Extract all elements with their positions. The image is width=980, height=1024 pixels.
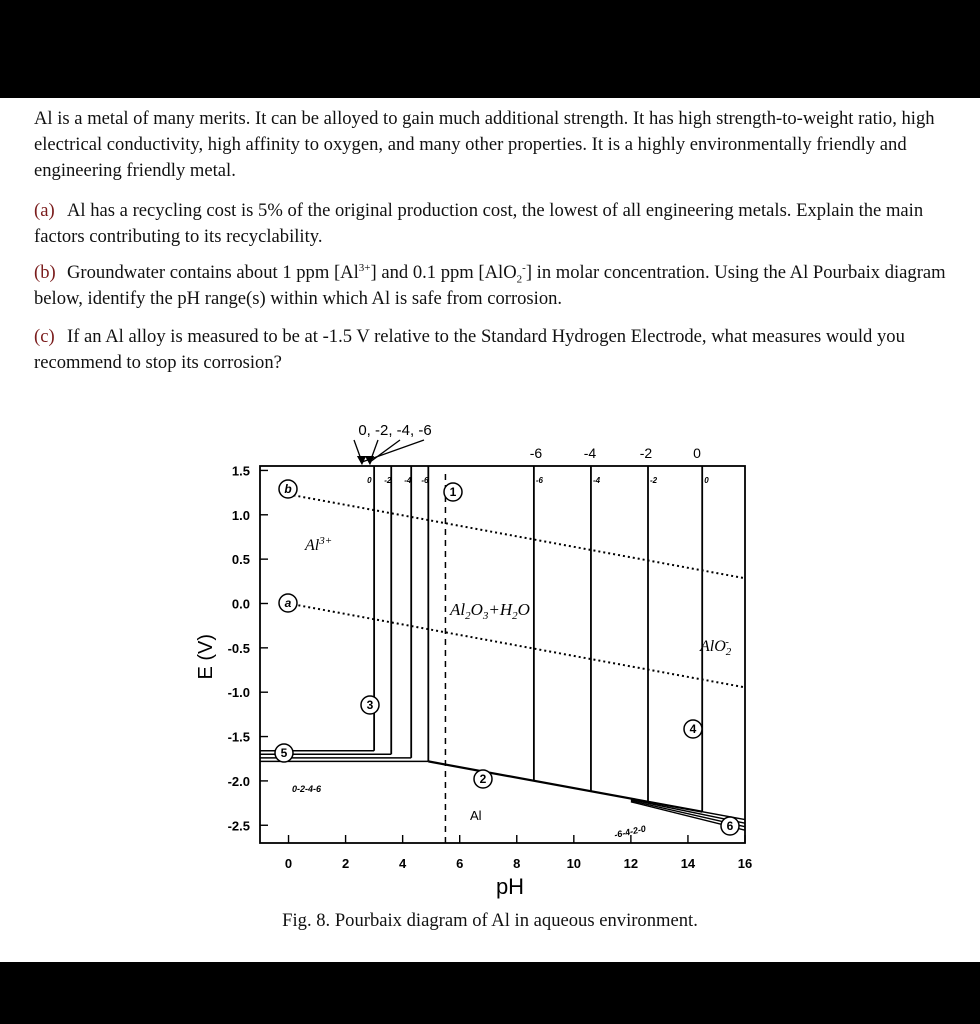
water-line-b [289, 494, 745, 578]
oxygen-sub: 2 [516, 273, 523, 286]
right-low-labels: -6-4-2-0 [613, 823, 647, 840]
y-axis-label: E (V) [195, 633, 217, 680]
al-charge-sup: 3+ [358, 261, 371, 274]
region-metal-label: Al [470, 808, 482, 823]
question-text-pre: Groundwater contains about 1 ppm [Al [67, 262, 359, 283]
alkaline-boundary-label: -2 [639, 445, 653, 461]
region-al3-label: $Al^{3+}$ [305, 535, 333, 554]
question-text-mid: ] and 0.1 ppm [AlO [370, 262, 517, 283]
small-boundary-label: -4 [592, 476, 601, 485]
x-tick-label: 12 [623, 856, 639, 871]
x-tick-label: 6 [456, 856, 464, 871]
x-tick-label: 16 [737, 856, 753, 871]
circle-marker-label: a [284, 596, 292, 610]
question-text-post: ] in molar concentration. Using the Al Pourbaix diagram below, identify the pH range(s) within which Al is safe from corrosion. [34, 262, 946, 309]
alkaline-boundary-label: -4 [583, 445, 597, 461]
x-tick-label: 14 [680, 856, 696, 871]
circle-marker-label: 2 [479, 772, 487, 786]
small-boundary-label: -2 [384, 476, 392, 485]
small-boundary-label: 0 [367, 476, 372, 485]
y-tick-label: 0.5 [231, 552, 250, 568]
document-page [0, 98, 980, 962]
circle-marker-label: 5 [280, 746, 288, 760]
y-tick-label: 1.5 [231, 463, 250, 479]
small-boundary-label: 0 [704, 476, 709, 485]
small-boundary-label: -6 [535, 476, 544, 485]
arrow-line [362, 440, 424, 462]
circle-marker-label: 3 [366, 698, 374, 712]
question-text: If an Al alloy is measured to be at -1.5 V relative to the Standard Hydrogen Electrode, what measures would you recommend to stop its corrosion? [34, 326, 905, 373]
x-tick-label: 4 [399, 856, 407, 871]
plot-frame [260, 466, 745, 843]
acid-boundary-label: 0, -2, -4, -6 [358, 422, 432, 439]
pourbaix-diagram [0, 98, 980, 962]
circle-marker-label: b [284, 482, 292, 496]
figure-caption: Fig. 8. Pourbaix diagram of Al in aqueous environment. [282, 910, 698, 931]
circle-marker-label: 1 [449, 485, 457, 499]
circle-marker-label: 4 [689, 722, 697, 736]
y-tick-label: -2.0 [227, 773, 250, 789]
x-tick-label: 10 [566, 856, 582, 871]
x-tick-label: 2 [341, 856, 350, 871]
intro-paragraph: Al is a metal of many merits. It can be alloyed to gain much additional strength. It has high strength-to-weight ratio, high electrical conductivity, high affinity to oxygen, and many other properties. It is a highly environmentally friendly and engineering friendly metal. [34, 108, 935, 181]
y-tick-label: -0.5 [227, 640, 250, 656]
question-text: Al has a recycling cost is 5% of the original production cost, the lowest of all engineering metals. Explain the main factors contributing to its recyclability. [34, 200, 924, 247]
y-tick-label: -1.0 [227, 685, 250, 701]
low-boundary-labels: 0-2-4-6 [292, 784, 322, 794]
y-tick-label: -1.5 [227, 729, 250, 745]
y-tick-label: 1.0 [231, 507, 250, 523]
x-axis-label: pH [495, 874, 525, 899]
question-label: (b) [34, 262, 56, 283]
alkaline-boundary-label: -6 [529, 445, 543, 461]
alkaline-boundary-label: 0 [693, 445, 701, 461]
question-label: (a) [34, 200, 55, 221]
region-oxide-label: $Al_2O_3+H_2O$ [450, 600, 530, 622]
x-tick-label: 0 [284, 856, 293, 871]
x-tick-label: 8 [513, 856, 521, 871]
aluminate-charge-sup: - [522, 261, 526, 274]
small-boundary-label: -4 [404, 476, 412, 485]
region-aluminate-label: AlO$_2$- [700, 636, 732, 658]
circle-marker-label: 6 [726, 819, 734, 833]
small-boundary-label: -6 [421, 476, 429, 485]
y-tick-label: -2.5 [227, 818, 250, 834]
question-label: (c) [34, 326, 55, 347]
y-tick-label: 0.0 [231, 596, 250, 612]
small-boundary-label: -2 [650, 476, 658, 485]
